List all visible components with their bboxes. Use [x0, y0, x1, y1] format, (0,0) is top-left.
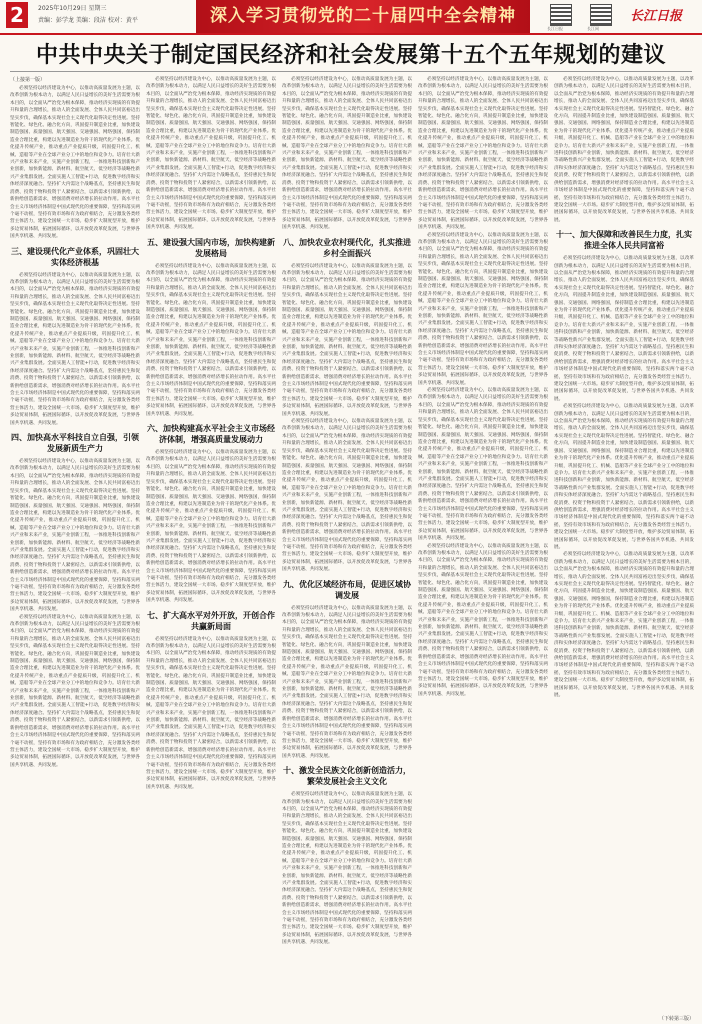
body-text: 必须坚持以经济建设为中心，以推动高质量发展为主题，以改革创新为根本动力，以满足人民日益增长的美好生活需要为根本目的，以全面从严治党为根本保障，推动经济实现质的有效提升和量的合理增长，推动人的全面发展、全体人民共同富裕迈出坚实步伐，确保基本实现社会主义现代化取得决定性进展。坚持智能化、绿色化、融合化方向，巩固提升制造业比重，加快建设制造强国、质量强国、航天强国、交通强国、网络强国，保持制造业合理比重，构建以先进制造业为骨干的现代化产业体系。优化提升传统产业，推动重点产业提质升级，巩固提升化工、机械、造船等产业在全球产业分工中的地位和竞争力。培育壮大新兴产业和未来产业，实施产业创新工程，一体推进科技创新和产业创新，加快新能源、新材料、航空航天、低空经济等战略性新兴产业集群发展。全面实施人工智能+行动，促进数字经济和实体经济深度融合。坚持扩大内需这个战略基点，坚持惠民生和促消费、投资于物和投资于人紧密结合，以新需求引领新供给，以新供给创造新需求，增强消费对经济增长的拉动作用。高水平社会主义市场经济体制是中国式现代化的重要保障，坚持和落实两个毫不动摇，坚持有效市场和有为政府相结合，充分激发各类经营主体活力，建设全国统一大市场。稳步扩大制度型开放，维护多边贸易体制，拓展国际循环，以开放促改革促发展，与世界各国共享机遇、共同发展。 — [146, 636, 276, 790]
continued-from: （上接第一版） — [10, 77, 46, 83]
qr-label: 长江日报 — [547, 26, 563, 31]
body-text: 必须坚持以经济建设为中心，以推动高质量发展为主题，以改革创新为根本动力，以满足人民日益增长的美好生活需要为根本目的，以全面从严治党为根本保障，推动经济实现质的有效提升和量的合理增长，推动人的全面发展、全体人民共同富裕迈出坚实步伐，确保基本实现社会主义现代化取得决定性进展。坚持智能化、绿色化、融合化方向，巩固提升制造业比重，加快建设制造强国、质量强国、航天强国、交通强国、网络强国，保持制造业合理比重，构建以先进制造业为骨干的现代化产业体系。优化提升传统产业，推动重点产业提质升级，巩固提升化工、机械、造船等产业在全球产业分工中的地位和竞争力。培育壮大新兴产业和未来产业，实施产业创新工程，一体推进科技创新和产业创新，加快新能源、新材料、航空航天、低空经济等战略性新兴产业集群发展。全面实施人工智能+行动，促进数字经济和实体经济深度融合。坚持扩大内需这个战略基点，坚持惠民生和促消费、投资于物和投资于人紧密结合，以新需求引领新供给，以新供给创造新需求，增强消费对经济增长的拉动作用。高水平社会主义市场经济体制是中国式现代化的重要保障，坚持和落实两个毫不动摇，坚持有效市场和有为政府相结合，充分激发各类经营主体活力，建设全国统一大市场。稳步扩大制度型开放，维护多边贸易体制，拓展国际循环，以开放促改革促发展，与世界各国共享机遇、共同发展。 — [146, 263, 276, 417]
section-heading: 七、扩大高水平对外开放，开创合作共赢新局面 — [147, 610, 275, 631]
section-heading: 八、加快农业农村现代化，扎实推进乡村全面振兴 — [283, 237, 411, 258]
section-heading: 三、建设现代化产业体系，巩固壮大实体经济根基 — [11, 246, 139, 267]
body-text: 必须坚持以经济建设为中心，以推动高质量发展为主题，以改革创新为根本动力，以满足人民日益增长的美好生活需要为根本目的，以全面从严治党为根本保障，推动经济实现质的有效提升和量的合理增长，推动人的全面发展、全体人民共同富裕迈出坚实步伐，确保基本实现社会主义现代化取得决定性进展。坚持智能化、绿色化、融合化方向，巩固提升制造业比重，加快建设制造强国、质量强国、航天强国、交通强国、网络强国，保持制造业合理比重，构建以先进制造业为骨干的现代化产业体系。优化提升传统产业，推动重点产业提质升级，巩固提升化工、机械、造船等产业在全球产业分工中的地位和竞争力。培育壮大新兴产业和未来产业，实施产业创新工程，一体推进科技创新和产业创新，加快新能源、新材料、航空航天、低空经济等战略性新兴产业集群发展。全面实施人工智能+行动，促进数字经济和实体经济深度融合。坚持扩大内需这个战略基点，坚持惠民生和促消费、投资于物和投资于人紧密结合，以新需求引领新供给，以新供给创造新需求，增强消费对经济增长的拉动作用。高水平社会主义市场经济体制是中国式现代化的重要保障，坚持和落实两个毫不动摇，坚持有效市场和有为政府相结合，充分激发各类经营主体活力，建设全国统一大市场。稳步扩大制度型开放，维护多边贸易体制，拓展国际循环，以开放促改革促发展，与世界各国共享机遇、共同发展。 — [10, 272, 140, 426]
body-text: 必须坚持以经济建设为中心，以推动高质量发展为主题，以改革创新为根本动力，以满足人民日益增长的美好生活需要为根本目的，以全面从严治党为根本保障，推动经济实现质的有效提升和量的合理增长，推动人的全面发展、全体人民共同富裕迈出坚实步伐，确保基本实现社会主义现代化取得决定性进展。坚持智能化、绿色化、融合化方向，巩固提升制造业比重，加快建设制造强国、质量强国、航天强国、交通强国、网络强国，保持制造业合理比重，构建以先进制造业为骨干的现代化产业体系。优化提升传统产业，推动重点产业提质升级，巩固提升化工、机械、造船等产业在全球产业分工中的地位和竞争力。培育壮大新兴产业和未来产业，实施产业创新工程，一体推进科技创新和产业创新，加快新能源、新材料、航空航天、低空经济等战略性新兴产业集群发展。全面实施人工智能+行动，促进数字经济和实体经济深度融合。坚持扩大内需这个战略基点，坚持惠民生和促消费、投资于物和投资于人紧密结合，以新需求引领新供给，以新供给创造新需求，增强消费对经济增长的拉动作用。高水平社会主义市场经济体制是中国式现代化的重要保障，坚持和落实两个毫不动摇，坚持有效市场和有为政府相结合，充分激发各类经营主体活力，建设全国统一大市场。稳步扩大制度型开放，维护多边贸易体制，拓展国际循环，以开放促改革促发展，与世界各国共享机遇、共同发展。 — [10, 86, 140, 240]
body-text: 必须坚持以经济建设为中心，以推动高质量发展为主题，以改革创新为根本动力，以满足人民日益增长的美好生活需要为根本目的，以全面从严治党为根本保障，推动经济实现质的有效提升和量的合理增长，推动人的全面发展、全体人民共同富裕迈出坚实步伐，确保基本实现社会主义现代化取得决定性进展。坚持智能化、绿色化、融合化方向，巩固提升制造业比重，加快建设制造强国、质量强国、航天强国、交通强国、网络强国，保持制造业合理比重，构建以先进制造业为骨干的现代化产业体系。优化提升传统产业，推动重点产业提质升级，巩固提升化工、机械、造船等产业在全球产业分工中的地位和竞争力。培育壮大新兴产业和未来产业，实施产业创新工程，一体推进科技创新和产业创新，加快新能源、新材料、航空航天、低空经济等战略性新兴产业集群发展。全面实施人工智能+行动，促进数字经济和实体经济深度融合。坚持扩大内需这个战略基点，坚持惠民生和促消费、投资于物和投资于人紧密结合，以新需求引领新供给，以新供给创造新需求，增强消费对经济增长的拉动作用。高水平社会主义市场经济体制是中国式现代化的重要保障，坚持和落实两个毫不动摇，坚持有效市场和有为政府相结合，充分激发各类经营主体活力，建设全国统一大市场。稳步扩大制度型开放，维护多边贸易体制，拓展国际循环，以开放促改革促发展，与世界各国共享机遇、共同发展。 必须坚持以经济建设为中心，以推动高质量发展为主题，以改革创新为根本动力，以满足人民日益增长的美好生活需要为根本目的，以全面从严治党为根本保障，推动经济实现质的有效提升和量的合理增长，推动人的全面发展、全体人民共同富裕迈出坚实步伐，确保基本实现社会主义现代化取得决定性进展。坚持智能化、绿色化、融合化方向，巩固提升制造业比重，加快建设制造强国、质量强国、航天强国、交通强国、网络强国，保持制造业合理比重，构建以先进制造业为骨干的现代化产业体系。优化提升传统产业，推动重点产业提质升级，巩固提升化工、机械、造船等产业在全球产业分工中的地位和竞争力。培育壮大新兴产业和未来产业，实施产业创新工程，一体推进科技创新和产业创新，加快新能源、新材料、航空航天、低空经济等战略性新兴产业集群发展。全面实施人工智能+行动，促进数字经济和实体经济深度融合。坚持扩大内需这个战略基点，坚持惠民生和促消费、投资于物和投资于人紧密结合，以新需求引领新供给，以新供给创造新需求，增强消费对经济增长的拉动作用。高水平社会主义市场经济体制是中国式现代化的重要保障，坚持和落实两个毫不动摇，坚持有效市场和有为政府相结合，充分激发各类经营主体活力，建设全国统一大市场。稳步扩大制度型开放，维护多边贸易体制，拓展国际循环，以开放促改革促发展，与世界各国共享机遇、共同发展。 必须坚持以经济建设为中心，以推动高质量发展为主题，以改革创新为根本动力，以满足人民日益增长的美好生活需要为根本目的，以全面从严治党为根本保障，推动经济实现质的有效提升和量的合理增长，推动人的全面发展、全体人民共同富裕迈出坚实步伐，确保基本实现社会主义现代化取得决定性进展。坚持智能化、绿色化、融合化方向，巩固提升制造业比重，加快建设制造强国、质量强国、航天强国、交通强国、网络强国，保持制造业合理比重，构建以先进制造业为骨干的现代化产业体系。优化提升传统产业，推动重点产业提质升级，巩固提升化工、机械、造船等产业在全球产业分工中的地位和竞争力。培育壮大新兴产业和未来产业，实施产业创新工程，一体推进科技创新和产业创新，加快新能源、新材料、航空航天、低空经济等战略性新兴产业集群发展。全面实施人工智能+行动，促进数字经济和实体经济深度融合。坚持扩大内需这个战略基点，坚持惠民生和促消费、投资于物和投资于人紧密结合，以新需求引领新供给，以新供给创造新需求，增强消费对经济增长的拉动作用。高水平社会主义市场经济体制是中国式现代化的重要保障，坚持和落实两个毫不动摇，坚持有效市场和有为政府相结合，充分激发各类经营主体活力，建设全国统一大市场。稳步扩大制度型开放，维护多边贸易体制，拓展国际循环，以开放促改革促发展，与世界各国共享机遇、共同发展。 必须坚持以经济建设为中心，以推动高质量发展为主题，以改革创新为根本动力，以满足人民日益增长的美好生活需要为根本目的，以全面从严治党为根本保障，推动经济实现质的有效提升和量的合理增长，推动人的全面发展、全体人民共同富裕迈出坚实步伐，确保基本实现社会主义现代化取得决定性进展。坚持智能化、绿色化、融合化方向，巩固提升制造业比重，加快建设制造强国、质量强国、航天强国、交通强国、网络强国，保持制造业合理比重，构建以先进制造业为骨干的现代化产业体系。优化提升传统产业，推动重点产业提质升级，巩固提升化工、机械、造船等产业在全球产业分工中的地位和竞争力。培育壮大新兴产业和未来产业，实施产业创新工程，一体推进科技创新和产业创新，加快新能源、新材料、航空航天、低空经济等战略性新兴产业集群发展。全面实施人工智能+行动，促进数字经济和实体经济深度融合。坚持扩大内需这个战略基点，坚持惠民生和促消费、投资于物和投资于人紧密结合，以新需求引领新供给，以新供给创造新需求，增强消费对经济增长的拉动作用。高水平社会主义市场经济体制是中国式现代化的重要保障，坚持和落实两个毫不动摇，坚持有效市场和有为政府相结合，充分激发各类经营主体活力，建设全国统一大市场。稳步扩大制度型开放，维护多边贸易体制，拓展国际循环，以开放促改革促发展，与世界各国共享机遇、共同发展。 — [418, 77, 548, 697]
body-text: 必须坚持以经济建设为中心，以推动高质量发展为主题，以改革创新为根本动力，以满足人民日益增长的美好生活需要为根本目的，以全面从严治党为根本保障，推动经济实现质的有效提升和量的合理增长，推动人的全面发展、全体人民共同富裕迈出坚实步伐，确保基本实现社会主义现代化取得决定性进展。坚持智能化、绿色化、融合化方向，巩固提升制造业比重，加快建设制造强国、质量强国、航天强国、交通强国、网络强国，保持制造业合理比重，构建以先进制造业为骨干的现代化产业体系。优化提升传统产业，推动重点产业提质升级，巩固提升化工、机械、造船等产业在全球产业分工中的地位和竞争力。培育壮大新兴产业和未来产业，实施产业创新工程，一体推进科技创新和产业创新，加快新能源、新材料、航空航天、低空经济等战略性新兴产业集群发展。全面实施人工智能+行动，促进数字经济和实体经济深度融合。坚持扩大内需这个战略基点，坚持惠民生和促消费、投资于物和投资于人紧密结合，以新需求引领新供给，以新供给创造新需求，增强消费对经济增长的拉动作用。高水平社会主义市场经济体制是中国式现代化的重要保障，坚持和落实两个毫不动摇，坚持有效市场和有为政府相结合，充分激发各类经营主体活力，建设全国统一大市场。稳步扩大制度型开放，维护多边贸易体制，拓展国际循环，以开放促改革促发展，与世界各国共享机遇、共同发展。 必须坚持以经济建设为中心，以推动高质量发展为主题，以改革创新为根本动力，以满足人民日益增长的美好生活需要为根本目的，以全面从严治党为根本保障，推动经济实现质的有效提升和量的合理增长，推动人的全面发展、全体人民共同富裕迈出坚实步伐，确保基本实现社会主义现代化取得决定性进展。坚持智能化、绿色化、融合化方向，巩固提升制造业比重，加快建设制造强国、质量强国、航天强国、交通强国、网络强国，保持制造业合理比重，构建以先进制造业为骨干的现代化产业体系。优化提升传统产业，推动重点产业提质升级，巩固提升化工、机械、造船等产业在全球产业分工中的地位和竞争力。培育壮大新兴产业和未来产业，实施产业创新工程，一体推进科技创新和产业创新，加快新能源、新材料、航空航天、低空经济等战略性新兴产业集群发展。全面实施人工智能+行动，促进数字经济和实体经济深度融合。坚持扩大内需这个战略基点，坚持惠民生和促消费、投资于物和投资于人紧密结合，以新需求引领新供给，以新供给创造新需求，增强消费对经济增长的拉动作用。高水平社会主义市场经济体制是中国式现代化的重要保障，坚持和落实两个毫不动摇，坚持有效市场和有为政府相结合，充分激发各类经营主体活力，建设全国统一大市场。稳步扩大制度型开放，维护多边贸易体制，拓展国际循环，以开放促改革促发展，与世界各国共享机遇、共同发展。 — [10, 459, 140, 768]
section-heading: 十一、加大保障和改善民生力度，扎实推进全体人民共同富裕 — [556, 230, 692, 251]
body-text: 必须坚持以经济建设为中心，以推动高质量发展为主题，以改革创新为根本动力，以满足人民日益增长的美好生活需要为根本目的，以全面从严治党为根本保障，推动经济实现质的有效提升和量的合理增长，推动人的全面发展、全体人民共同富裕迈出坚实步伐，确保基本实现社会主义现代化取得决定性进展。坚持智能化、绿色化、融合化方向，巩固提升制造业比重，加快建设制造强国、质量强国、航天强国、交通强国、网络强国，保持制造业合理比重，构建以先进制造业为骨干的现代化产业体系。优化提升传统产业，推动重点产业提质升级，巩固提升化工、机械、造船等产业在全球产业分工中的地位和竞争力。培育壮大新兴产业和未来产业，实施产业创新工程，一体推进科技创新和产业创新，加快新能源、新材料、航空航天、低空经济等战略性新兴产业集群发展。全面实施人工智能+行动，促进数字经济和实体经济深度融合。坚持扩大内需这个战略基点，坚持惠民生和促消费、投资于物和投资于人紧密结合，以新需求引领新供给，以新供给创造新需求，增强消费对经济增长的拉动作用。高水平社会主义市场经济体制是中国式现代化的重要保障，坚持和落实两个毫不动摇，坚持有效市场和有为政府相结合，充分激发各类经营主体活力，建设全国统一大市场。稳步扩大制度型开放，维护多边贸易体制，拓展国际循环，以开放促改革促发展，与世界各国共享机遇、共同发展。 — [282, 605, 412, 759]
issue-date: 2025年10月29日 星期三 — [38, 5, 107, 12]
text-column — [554, 76, 694, 1011]
page-number: 2 — [6, 2, 28, 28]
section-heading: 五、建设强大国内市场，加快构建新发展格局 — [147, 237, 275, 258]
continued-to: （下转第三版） — [658, 1016, 694, 1022]
body-text: 必须坚持以经济建设为中心，以推动高质量发展为主题，以改革创新为根本动力，以满足人民日益增长的美好生活需要为根本目的，以全面从严治党为根本保障，推动经济实现质的有效提升和量的合理增长，推动人的全面发展、全体人民共同富裕迈出坚实步伐，确保基本实现社会主义现代化取得决定性进展。坚持智能化、绿色化、融合化方向，巩固提升制造业比重，加快建设制造强国、质量强国、航天强国、交通强国、网络强国，保持制造业合理比重，构建以先进制造业为骨干的现代化产业体系。优化提升传统产业，推动重点产业提质升级，巩固提升化工、机械、造船等产业在全球产业分工中的地位和竞争力。培育壮大新兴产业和未来产业，实施产业创新工程，一体推进科技创新和产业创新，加快新能源、新材料、航空航天、低空经济等战略性新兴产业集群发展。全面实施人工智能+行动，促进数字经济和实体经济深度融合。坚持扩大内需这个战略基点，坚持惠民生和促消费、投资于物和投资于人紧密结合，以新需求引领新供给，以新供给创造新需求，增强消费对经济增长的拉动作用。高水平社会主义市场经济体制是中国式现代化的重要保障，坚持和落实两个毫不动摇，坚持有效市场和有为政府相结合，充分激发各类经营主体活力，建设全国统一大市场。稳步扩大制度型开放，维护多边贸易体制，拓展国际循环，以开放促改革促发展，与世界各国共享机遇、共同发展。 必须坚持以经济建设为中心，以推动高质量发展为主题，以改革创新为根本动力，以满足人民日益增长的美好生活需要为根本目的，以全面从严治党为根本保障，推动经济实现质的有效提升和量的合理增长，推动人的全面发展、全体人民共同富裕迈出坚实步伐，确保基本实现社会主义现代化取得决定性进展。坚持智能化、绿色化、融合化方向，巩固提升制造业比重，加快建设制造强国、质量强国、航天强国、交通强国、网络强国，保持制造业合理比重，构建以先进制造业为骨干的现代化产业体系。优化提升传统产业，推动重点产业提质升级，巩固提升化工、机械、造船等产业在全球产业分工中的地位和竞争力。培育壮大新兴产业和未来产业，实施产业创新工程，一体推进科技创新和产业创新，加快新能源、新材料、航空航天、低空经济等战略性新兴产业集群发展。全面实施人工智能+行动，促进数字经济和实体经济深度融合。坚持扩大内需这个战略基点，坚持惠民生和促消费、投资于物和投资于人紧密结合，以新需求引领新供给，以新供给创造新需求，增强消费对经济增长的拉动作用。高水平社会主义市场经济体制是中国式现代化的重要保障，坚持和落实两个毫不动摇，坚持有效市场和有为政府相结合，充分激发各类经营主体活力，建设全国统一大市场。稳步扩大制度型开放，维护多边贸易体制，拓展国际循环，以开放促改革促发展，与世界各国共享机遇、共同发展。 — [282, 263, 412, 573]
text-column — [282, 76, 412, 1011]
topic-banner: 深入学习贯彻党的二十届四中全会精神 — [196, 0, 530, 33]
qr-code-icon — [590, 4, 612, 26]
text-column — [418, 76, 548, 1011]
body-text: 必须坚持以经济建设为中心，以推动高质量发展为主题，以改革创新为根本动力，以满足人民日益增长的美好生活需要为根本目的，以全面从严治党为根本保障，推动经济实现质的有效提升和量的合理增长，推动人的全面发展、全体人民共同富裕迈出坚实步伐，确保基本实现社会主义现代化取得决定性进展。坚持智能化、绿色化、融合化方向，巩固提升制造业比重，加快建设制造强国、质量强国、航天强国、交通强国、网络强国，保持制造业合理比重，构建以先进制造业为骨干的现代化产业体系。优化提升传统产业，推动重点产业提质升级，巩固提升化工、机械、造船等产业在全球产业分工中的地位和竞争力。培育壮大新兴产业和未来产业，实施产业创新工程，一体推进科技创新和产业创新，加快新能源、新材料、航空航天、低空经济等战略性新兴产业集群发展。全面实施人工智能+行动，促进数字经济和实体经济深度融合。坚持扩大内需这个战略基点，坚持惠民生和促消费、投资于物和投资于人紧密结合，以新需求引领新供给，以新供给创造新需求，增强消费对经济增长的拉动作用。高水平社会主义市场经济体制是中国式现代化的重要保障，坚持和落实两个毫不动摇，坚持有效市场和有为政府相结合，充分激发各类经营主体活力，建设全国统一大市场。稳步扩大制度型开放，维护多边贸易体制，拓展国际循环，以开放促改革促发展，与世界各国共享机遇、共同发展。 — [554, 77, 694, 223]
section-heading: 四、加快高水平科技自立自强，引领发展新质生产力 — [11, 433, 139, 454]
qr-label: 长江网 — [587, 26, 599, 31]
text-column — [146, 76, 276, 1011]
article-title: 中共中央关于制定国民经济和社会发展第十五个五年规划的建议 — [35, 43, 666, 68]
body-text: 必须坚持以经济建设为中心，以推动高质量发展为主题，以改革创新为根本动力，以满足人民日益增长的美好生活需要为根本目的，以全面从严治党为根本保障，推动经济实现质的有效提升和量的合理增长，推动人的全面发展、全体人民共同富裕迈出坚实步伐，确保基本实现社会主义现代化取得决定性进展。坚持智能化、绿色化、融合化方向，巩固提升制造业比重，加快建设制造强国、质量强国、航天强国、交通强国、网络强国，保持制造业合理比重，构建以先进制造业为骨干的现代化产业体系。优化提升传统产业，推动重点产业提质升级，巩固提升化工、机械、造船等产业在全球产业分工中的地位和竞争力。培育壮大新兴产业和未来产业，实施产业创新工程，一体推进科技创新和产业创新，加快新能源、新材料、航空航天、低空经济等战略性新兴产业集群发展。全面实施人工智能+行动，促进数字经济和实体经济深度融合。坚持扩大内需这个战略基点，坚持惠民生和促消费、投资于物和投资于人紧密结合，以新需求引领新供给，以新供给创造新需求，增强消费对经济增长的拉动作用。高水平社会主义市场经济体制是中国式现代化的重要保障，坚持和落实两个毫不动摇，坚持有效市场和有为政府相结合，充分激发各类经营主体活力，建设全国统一大市场。稳步扩大制度型开放，维护多边贸易体制，拓展国际循环，以开放促改革促发展，与世界各国共享机遇、共同发展。 — [146, 450, 276, 604]
body-text: 必须坚持以经济建设为中心，以推动高质量发展为主题，以改革创新为根本动力，以满足人民日益增长的美好生活需要为根本目的，以全面从严治党为根本保障，推动经济实现质的有效提升和量的合理增长，推动人的全面发展、全体人民共同富裕迈出坚实步伐，确保基本实现社会主义现代化取得决定性进展。坚持智能化、绿色化、融合化方向，巩固提升制造业比重，加快建设制造强国、质量强国、航天强国、交通强国、网络强国，保持制造业合理比重，构建以先进制造业为骨干的现代化产业体系。优化提升传统产业，推动重点产业提质升级，巩固提升化工、机械、造船等产业在全球产业分工中的地位和竞争力。培育壮大新兴产业和未来产业，实施产业创新工程，一体推进科技创新和产业创新，加快新能源、新材料、航空航天、低空经济等战略性新兴产业集群发展。全面实施人工智能+行动，促进数字经济和实体经济深度融合。坚持扩大内需这个战略基点，坚持惠民生和促消费、投资于物和投资于人紧密结合，以新需求引领新供给，以新供给创造新需求，增强消费对经济增长的拉动作用。高水平社会主义市场经济体制是中国式现代化的重要保障，坚持和落实两个毫不动摇，坚持有效市场和有为政府相结合，充分激发各类经营主体活力，建设全国统一大市场。稳步扩大制度型开放，维护多边贸易体制，拓展国际循环，以开放促改革促发展，与世界各国共享机遇、共同发展。 — [146, 77, 276, 231]
text-column — [10, 76, 140, 1011]
section-heading: 六、加快构建高水平社会主义市场经济体制，增强高质量发展动力 — [147, 424, 275, 445]
newspaper-logo: 长江日报 — [630, 9, 683, 24]
section-heading: 九、优化区域经济布局，促进区域协调发展 — [283, 579, 411, 600]
qr-code-icon — [550, 4, 572, 26]
body-text: 必须坚持以经济建设为中心，以推动高质量发展为主题，以改革创新为根本动力，以满足人民日益增长的美好生活需要为根本目的，以全面从严治党为根本保障，推动经济实现质的有效提升和量的合理增长，推动人的全面发展、全体人民共同富裕迈出坚实步伐，确保基本实现社会主义现代化取得决定性进展。坚持智能化、绿色化、融合化方向，巩固提升制造业比重，加快建设制造强国、质量强国、航天强国、交通强国、网络强国，保持制造业合理比重，构建以先进制造业为骨干的现代化产业体系。优化提升传统产业，推动重点产业提质升级，巩固提升化工、机械、造船等产业在全球产业分工中的地位和竞争力。培育壮大新兴产业和未来产业，实施产业创新工程，一体推进科技创新和产业创新，加快新能源、新材料、航空航天、低空经济等战略性新兴产业集群发展。全面实施人工智能+行动，促进数字经济和实体经济深度融合。坚持扩大内需这个战略基点，坚持惠民生和促消费、投资于物和投资于人紧密结合，以新需求引领新供给，以新供给创造新需求，增强消费对经济增长的拉动作用。高水平社会主义市场经济体制是中国式现代化的重要保障，坚持和落实两个毫不动摇，坚持有效市场和有为政府相结合，充分激发各类经营主体活力，建设全国统一大市场。稳步扩大制度型开放，维护多边贸易体制，拓展国际循环，以开放促改革促发展，与世界各国共享机遇、共同发展。 必须坚持以经济建设为中心，以推动高质量发展为主题，以改革创新为根本动力，以满足人民日益增长的美好生活需要为根本目的，以全面从严治党为根本保障，推动经济实现质的有效提升和量的合理增长，推动人的全面发展、全体人民共同富裕迈出坚实步伐，确保基本实现社会主义现代化取得决定性进展。坚持智能化、绿色化、融合化方向，巩固提升制造业比重，加快建设制造强国、质量强国、航天强国、交通强国、网络强国，保持制造业合理比重，构建以先进制造业为骨干的现代化产业体系。优化提升传统产业，推动重点产业提质升级，巩固提升化工、机械、造船等产业在全球产业分工中的地位和竞争力。培育壮大新兴产业和未来产业，实施产业创新工程，一体推进科技创新和产业创新，加快新能源、新材料、航空航天、低空经济等战略性新兴产业集群发展。全面实施人工智能+行动，促进数字经济和实体经济深度融合。坚持扩大内需这个战略基点，坚持惠民生和促消费、投资于物和投资于人紧密结合，以新需求引领新供给，以新供给创造新需求，增强消费对经济增长的拉动作用。高水平社会主义市场经济体制是中国式现代化的重要保障，坚持和落实两个毫不动摇，坚持有效市场和有为政府相结合，充分激发各类经营主体活力，建设全国统一大市场。稳步扩大制度型开放，维护多边贸易体制，拓展国际循环，以开放促改革促发展，与世界各国共享机遇、共同发展。 必须坚持以经济建设为中心，以推动高质量发展为主题，以改革创新为根本动力，以满足人民日益增长的美好生活需要为根本目的，以全面从严治党为根本保障，推动经济实现质的有效提升和量的合理增长，推动人的全面发展、全体人民共同富裕迈出坚实步伐，确保基本实现社会主义现代化取得决定性进展。坚持智能化、绿色化、融合化方向，巩固提升制造业比重，加快建设制造强国、质量强国、航天强国、交通强国、网络强国，保持制造业合理比重，构建以先进制造业为骨干的现代化产业体系。优化提升传统产业，推动重点产业提质升级，巩固提升化工、机械、造船等产业在全球产业分工中的地位和竞争力。培育壮大新兴产业和未来产业，实施产业创新工程，一体推进科技创新和产业创新，加快新能源、新材料、航空航天、低空经济等战略性新兴产业集群发展。全面实施人工智能+行动，促进数字经济和实体经济深度融合。坚持扩大内需这个战略基点，坚持惠民生和促消费、投资于物和投资于人紧密结合，以新需求引领新供给，以新供给创造新需求，增强消费对经济增长的拉动作用。高水平社会主义市场经济体制是中国式现代化的重要保障，坚持和落实两个毫不动摇，坚持有效市场和有为政府相结合，充分激发各类经营主体活力，建设全国统一大市场。稳步扩大制度型开放，维护多边贸易体制，拓展国际循环，以开放促改革促发展，与世界各国共享机遇、共同发展。 — [554, 256, 694, 699]
editor-credits: 责编：彭学龙 美编：段洁 校对：黄平 — [38, 17, 138, 24]
section-heading: 十、激发全民族文化创新创造活力，繁荣发展社会主义文化 — [283, 766, 411, 787]
header-divider — [0, 33, 702, 35]
body-text: 必须坚持以经济建设为中心，以推动高质量发展为主题，以改革创新为根本动力，以满足人民日益增长的美好生活需要为根本目的，以全面从严治党为根本保障，推动经济实现质的有效提升和量的合理增长，推动人的全面发展、全体人民共同富裕迈出坚实步伐，确保基本实现社会主义现代化取得决定性进展。坚持智能化、绿色化、融合化方向，巩固提升制造业比重，加快建设制造强国、质量强国、航天强国、交通强国、网络强国，保持制造业合理比重，构建以先进制造业为骨干的现代化产业体系。优化提升传统产业，推动重点产业提质升级，巩固提升化工、机械、造船等产业在全球产业分工中的地位和竞争力。培育壮大新兴产业和未来产业，实施产业创新工程，一体推进科技创新和产业创新，加快新能源、新材料、航空航天、低空经济等战略性新兴产业集群发展。全面实施人工智能+行动，促进数字经济和实体经济深度融合。坚持扩大内需这个战略基点，坚持惠民生和促消费、投资于物和投资于人紧密结合，以新需求引领新供给，以新供给创造新需求，增强消费对经济增长的拉动作用。高水平社会主义市场经济体制是中国式现代化的重要保障，坚持和落实两个毫不动摇，坚持有效市场和有为政府相结合，充分激发各类经营主体活力，建设全国统一大市场。稳步扩大制度型开放，维护多边贸易体制，拓展国际循环，以开放促改革促发展，与世界各国共享机遇、共同发展。 — [282, 77, 412, 231]
page-header — [0, 0, 702, 33]
title-divider — [10, 71, 692, 72]
body-text: 必须坚持以经济建设为中心，以推动高质量发展为主题，以改革创新为根本动力，以满足人民日益增长的美好生活需要为根本目的，以全面从严治党为根本保障，推动经济实现质的有效提升和量的合理增长，推动人的全面发展、全体人民共同富裕迈出坚实步伐，确保基本实现社会主义现代化取得决定性进展。坚持智能化、绿色化、融合化方向，巩固提升制造业比重，加快建设制造强国、质量强国、航天强国、交通强国、网络强国，保持制造业合理比重，构建以先进制造业为骨干的现代化产业体系。优化提升传统产业，推动重点产业提质升级，巩固提升化工、机械、造船等产业在全球产业分工中的地位和竞争力。培育壮大新兴产业和未来产业，实施产业创新工程，一体推进科技创新和产业创新，加快新能源、新材料、航空航天、低空经济等战略性新兴产业集群发展。全面实施人工智能+行动，促进数字经济和实体经济深度融合。坚持扩大内需这个战略基点，坚持惠民生和促消费、投资于物和投资于人紧密结合，以新需求引领新供给，以新供给创造新需求，增强消费对经济增长的拉动作用。高水平社会主义市场经济体制是中国式现代化的重要保障，坚持和落实两个毫不动摇，坚持有效市场和有为政府相结合，充分激发各类经营主体活力，建设全国统一大市场。稳步扩大制度型开放，维护多边贸易体制，拓展国际循环，以开放促改革促发展，与世界各国共享机遇、共同发展。 — [282, 792, 412, 946]
